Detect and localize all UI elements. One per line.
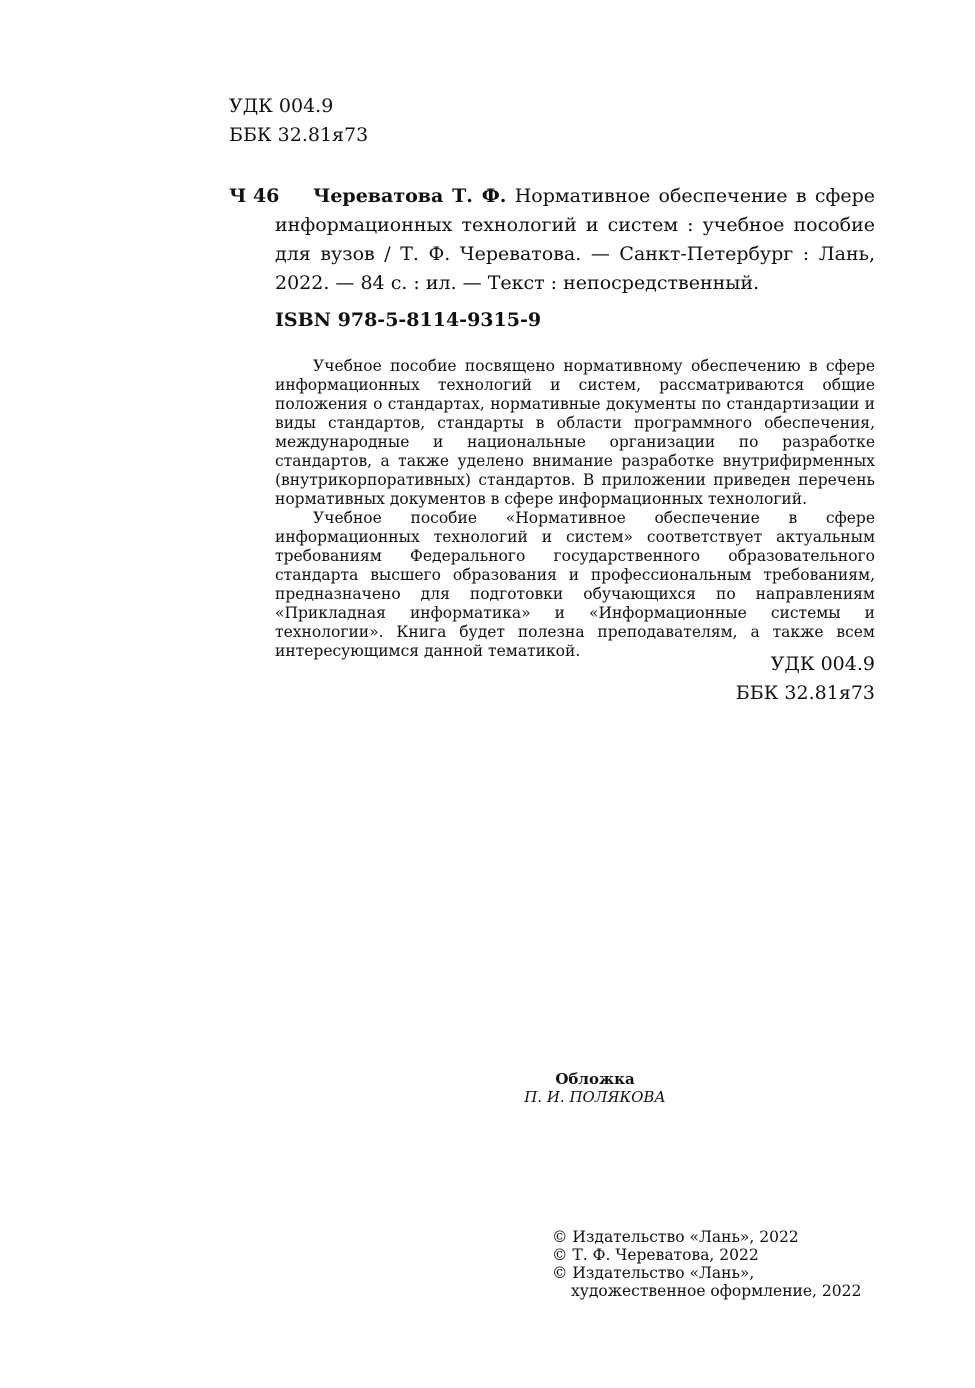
- udk-code-bottom: УДК 004.9: [770, 653, 875, 675]
- udk-block-top: [229, 92, 368, 150]
- catalog-text: Нормативное обеспечение в сфере информационных технологий и систем : учебное пособие для вузов / Т. Ф. Череватова. — Санкт-Петербург : Лань, 2022. — 84 с. : ил. — Текст : непосредственный.: [275, 185, 875, 294]
- copyright-line: © Издательство «Лань»,: [552, 1264, 755, 1282]
- author-mark: Ч 46: [229, 185, 280, 207]
- cover-label: Обложка: [555, 1070, 635, 1088]
- catalog-author: Череватова Т. Ф.: [313, 185, 507, 207]
- udk-block-bottom: [736, 650, 875, 708]
- copyright-block: [552, 1228, 861, 1300]
- catalog-description: [275, 182, 875, 298]
- cover-designer: П. И. ПОЛЯКОВА: [524, 1088, 666, 1106]
- copyright-line: художественное оформление, 2022: [571, 1282, 862, 1300]
- catalog-entry: [229, 182, 875, 298]
- udk-code: УДК 004.9: [229, 95, 334, 117]
- abstract-paragraph-2: Учебное пособие «Нормативное обеспечение в сфере информационных технологий и систем» соответствует актуальным требованиям Федерального государственного образовательного стандарта высшего образования и профессиональным требованиям, предназначено для подготовки обучающихся по направлениям «Прикладная информатика» и «Информационные системы и технологии». Книга будет полезна преподавателям, а также всем интересующимся данной тематикой.: [275, 509, 875, 660]
- bbk-code: ББК 32.81я73: [229, 124, 369, 146]
- abstract-paragraph-1: Учебное пособие посвящено нормативному обеспечению в сфере информационных технологий и систем, рассматриваются общие положения о стандартах, нормативные документы по стандартизации и виды стандартов, стандарты в области программного обеспечения, международные и национальные организации по разработке стандартов, а также уделено внимание разработке внутрифирменных (внутрикорпоративных) стандартов. В приложении приведен перечень нормативных документов в сфере информационных технологий.: [275, 357, 875, 508]
- isbn: ISBN 978-5-8114-9315-9: [275, 309, 542, 331]
- copyright-line: © Издательство «Лань», 2022: [552, 1228, 799, 1246]
- abstract: [275, 357, 875, 661]
- bbk-code-bottom: ББК 32.81я73: [735, 682, 875, 704]
- cover-credit: [470, 1070, 720, 1106]
- copyright-line: © Т. Ф. Череватова, 2022: [552, 1246, 759, 1264]
